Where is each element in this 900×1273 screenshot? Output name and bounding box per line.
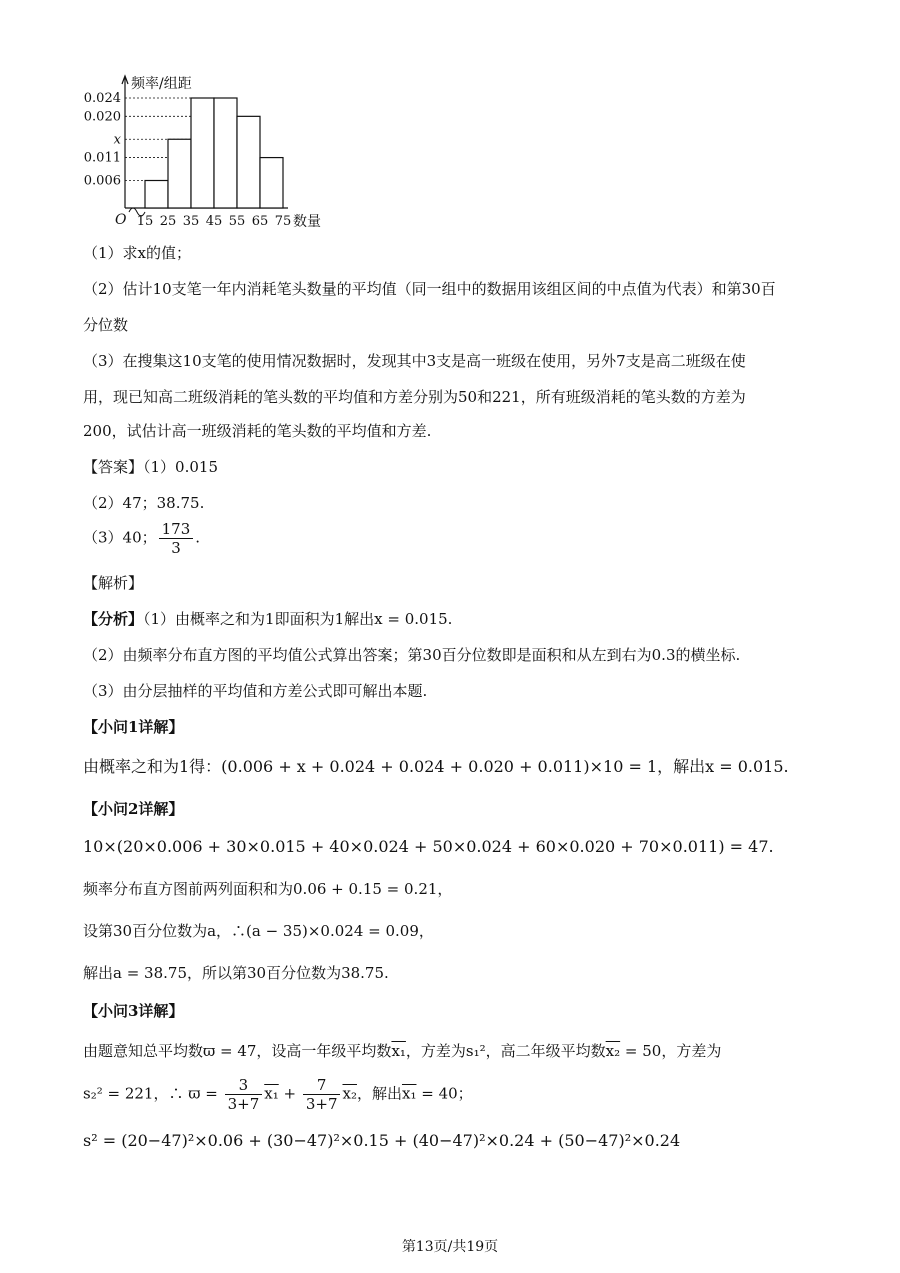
page-footer: 第13页/共19页	[401, 1239, 499, 1255]
sub-3-line-3: s² = (20−47)²×0.06 + (30−47)²×0.15 + (40−47)²×0.24 + (50−47)²×0.24	[83, 1131, 681, 1150]
histogram-bar	[237, 116, 260, 208]
histogram-bar	[145, 181, 168, 209]
frequency-histogram	[80, 68, 340, 238]
sub-3-fraction-1	[225, 1076, 263, 1113]
question-2-line-2: 分位数	[83, 316, 129, 334]
answer-1: （1）0.015	[143, 458, 219, 476]
answer-3-denominator: 3	[171, 539, 181, 557]
answer-3-fraction	[159, 520, 194, 557]
x-tick-label: 15	[136, 214, 154, 229]
question-3-line-1: （3）在搜集这10支笔的使用情况数据时，发现其中3支是高一班级在使用，另外7支是高二班级在使	[83, 352, 746, 370]
answer-label: 【答案】	[83, 458, 144, 476]
sub-3-l2-plus: +	[278, 1084, 301, 1103]
question-1: （1）求x的值；	[83, 244, 192, 262]
sub-3-l1-e: = 50，方差为	[620, 1042, 722, 1060]
sub-3-x2-bar: x₂	[605, 1042, 621, 1060]
y-tick-label: x	[113, 132, 121, 148]
analysis-heading: 【解析】	[83, 574, 144, 592]
sub-2-heading: 【小问2详解】	[83, 800, 184, 818]
histogram-bars	[145, 98, 283, 208]
fraction-1-den: 3+7	[227, 1095, 260, 1113]
y-tick-label: 0.006	[83, 173, 121, 189]
fenxi-label: 【分析】	[83, 610, 144, 628]
fraction-1-num: 3	[225, 1076, 263, 1095]
answer-3	[83, 520, 200, 557]
sub-3-l1-c: ，方差为s₁²，高二年级平均数	[405, 1042, 606, 1060]
x-tick-label: 75	[274, 214, 292, 229]
question-3-line-3: 200，试估计高一班级消耗的笔头数的平均值和方差.	[83, 422, 432, 440]
sub-3-l2-x1b: x₁	[401, 1084, 417, 1103]
y-axis-title: 频率/组距	[131, 76, 192, 92]
sub-1-heading: 【小问1详解】	[83, 718, 184, 736]
sub-3-l2-b: ，解出	[356, 1084, 402, 1103]
sub-3-l1-a: 由题意知总平均数ϖ = 47，设高一年级平均数	[83, 1042, 392, 1060]
histogram-bar	[260, 158, 283, 208]
answer-3-numerator: 173	[159, 520, 194, 539]
fenxi-2: （2）由频率分布直方图的平均值公式算出答案；第30百分位数即是面积和从左到右为0.3的横坐标.	[83, 646, 741, 664]
answer-line-1	[83, 456, 218, 478]
histogram-bar	[214, 98, 237, 208]
sub-1-text: 由概率之和为1得：(0.006 + x + 0.024 + 0.024 + 0.020 + 0.011)×10 = 1，解出x = 0.015.	[83, 757, 789, 776]
sub-2-line-3: 设第30百分位数为a，∴(a − 35)×0.024 = 0.09，	[83, 922, 434, 940]
sub-3-fraction-2	[303, 1076, 341, 1113]
sub-3-l2-c: = 40；	[416, 1084, 473, 1103]
fenxi-3: （3）由分层抽样的平均值和方差公式即可解出本题.	[83, 682, 428, 700]
answer-3-prefix: （3）40；	[83, 528, 157, 547]
origin-label: O	[115, 212, 127, 228]
sub-2-line-4: 解出a = 38.75，所以第30百分位数为38.75.	[83, 964, 389, 982]
sub-3-l2-x2: x₂	[342, 1084, 357, 1103]
question-3-line-2: 用，现已知高二班级消耗的笔头数的平均值和方差分别为50和221，所有班级消耗的笔头数的方差为	[83, 388, 746, 406]
x-axis-title: 数量	[293, 214, 321, 230]
x-tick-label: 65	[251, 214, 269, 229]
y-tick-label: 0.020	[83, 109, 121, 125]
x-tick-label: 25	[159, 214, 177, 229]
sub-2-line-2: 频率分布直方图前两列面积和为0.06 + 0.15 = 0.21，	[83, 880, 453, 898]
sub-3-line-2	[83, 1076, 473, 1113]
histogram-bar	[168, 139, 191, 208]
histogram-bar	[191, 98, 214, 208]
sub-2-line-1: 10×(20×0.006 + 30×0.015 + 40×0.024 + 50×0.024 + 60×0.020 + 70×0.011) = 47.	[83, 837, 774, 856]
fenxi-line-1	[83, 608, 452, 630]
answer-3-suffix: .	[195, 528, 201, 547]
answer-2: （2）47；38.75.	[83, 494, 205, 512]
sub-3-l2-x1: x₁	[264, 1084, 279, 1103]
fraction-2-den: 3+7	[305, 1095, 338, 1113]
x-tick-label: 45	[205, 214, 223, 229]
x-tick-label: 55	[228, 214, 246, 229]
fenxi-1: （1）由概率之和为1即面积为1解出x = 0.015.	[143, 610, 453, 628]
question-2-line-1: （2）估计10支笔一年内消耗笔头数量的平均值（同一组中的数据用该组区间的中点值为代表）和第30百	[83, 280, 776, 298]
fraction-2-num: 7	[303, 1076, 341, 1095]
sub-3-line-1	[83, 1040, 721, 1062]
x-tick-label: 35	[182, 214, 200, 229]
sub-3-l2-a: s₂² = 221，∴ ϖ =	[83, 1084, 223, 1103]
y-tick-label: 0.011	[83, 150, 121, 166]
y-tick-label: 0.024	[83, 91, 121, 106]
sub-3-x1-bar: x₁	[391, 1042, 406, 1060]
sub-3-heading: 【小问3详解】	[83, 1002, 184, 1020]
